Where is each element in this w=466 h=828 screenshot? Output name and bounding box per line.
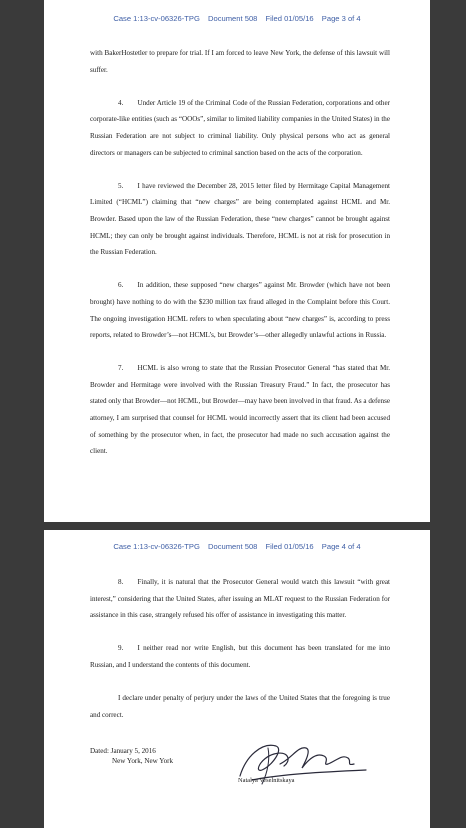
signature-block [90,742,390,802]
paragraph-continued: with BakerHostetler to prepare for trial. If I am forced to leave New York, the defense of this lawsuit will suffer. [90,49,390,74]
signer-name: Natalya Veselnitskaya [238,777,295,784]
paragraph-5: 5. I have reviewed the December 28, 2015 letter filed by Hermitage Capital Management Limited (“HCML”) claiming that “new charges” are being contemplated against HCML and Mr. Browder. Based upon the law of the Russian Federation, these “new charges” cannot be brought against HCML; they can only be brought against individuals. Therefore, HCML is not at risk for prosecution in the Russian Federation. [90,181,390,257]
page-body [90,574,390,740]
document-page-4 [44,530,430,828]
place-line: New York, New York [112,757,174,765]
page-number: Page 3 of 4 [321,14,361,23]
dated-line: Dated: January 5, 2016 [90,747,156,755]
case-number: Case 1:13-cv-06326-TPG [113,542,200,551]
filed-date: Filed 01/05/16 [265,14,314,23]
page-body [90,45,390,476]
paragraph-7: 7. HCML is also wrong to state that the Russian Prosecutor General “has stated that Mr. Browder and Hermitage were involved with the Russian Treasury Fraud.” In fact, the prosecutor has stated only that Browder—not HCML, but Browder—may have been involved in that fraud. As a defense attorney, I am surprised that counsel for HCML would incorrectly assert that its client had been accused of something by the prosecutor when, in fact, the prosecutor had made no such accusation against the client. [90,364,390,456]
document-number: Document 508 [208,14,258,23]
filed-date: Filed 01/05/16 [265,542,314,551]
paragraph-4: 4. Under Article 19 of the Criminal Code of the Russian Federation, corporations and other corporate-like entities (such as “OOOs”, similar to limited liability companies in the United States) in the Russian Federation are not subject to criminal liability. Only physical persons who act as general directors or managers can be subjected to criminal sanction based on the acts of the corporation. [90,98,390,157]
case-number: Case 1:13-cv-06326-TPG [113,14,200,23]
document-page-3 [44,0,430,522]
court-header [44,14,430,23]
page-number: Page 4 of 4 [321,542,361,551]
declaration-statement: I declare under penalty of perjury under the laws of the United States that the foregoing is true and correct. [90,694,390,719]
paragraph-8: 8. Finally, it is natural that the Prosecutor General would watch this lawsuit “with great interest,” considering that the United States, after issuing an MLAT request to the Russian Federation for assistance in this case, strangely refused his offer of assistance in investigating this matter. [90,578,390,620]
document-number: Document 508 [208,542,258,551]
paragraph-6: 6. In addition, these supposed “new charges” against Mr. Browder (which have not been brought) have nothing to do with the $230 million tax fraud alleged in the Complaint before this Court. The ongoing investigation HCML refers to when speculating about “new charges” is, according to press reports, related to Browder’s—not HCML’s, but Browder’s—other allegedly unlawful actions in Russia. [90,281,390,340]
court-header [44,542,430,551]
paragraph-9: 9. I neither read nor write English, but this document has been translated for me into Russian, and I understand the contents of this document. [90,644,390,669]
